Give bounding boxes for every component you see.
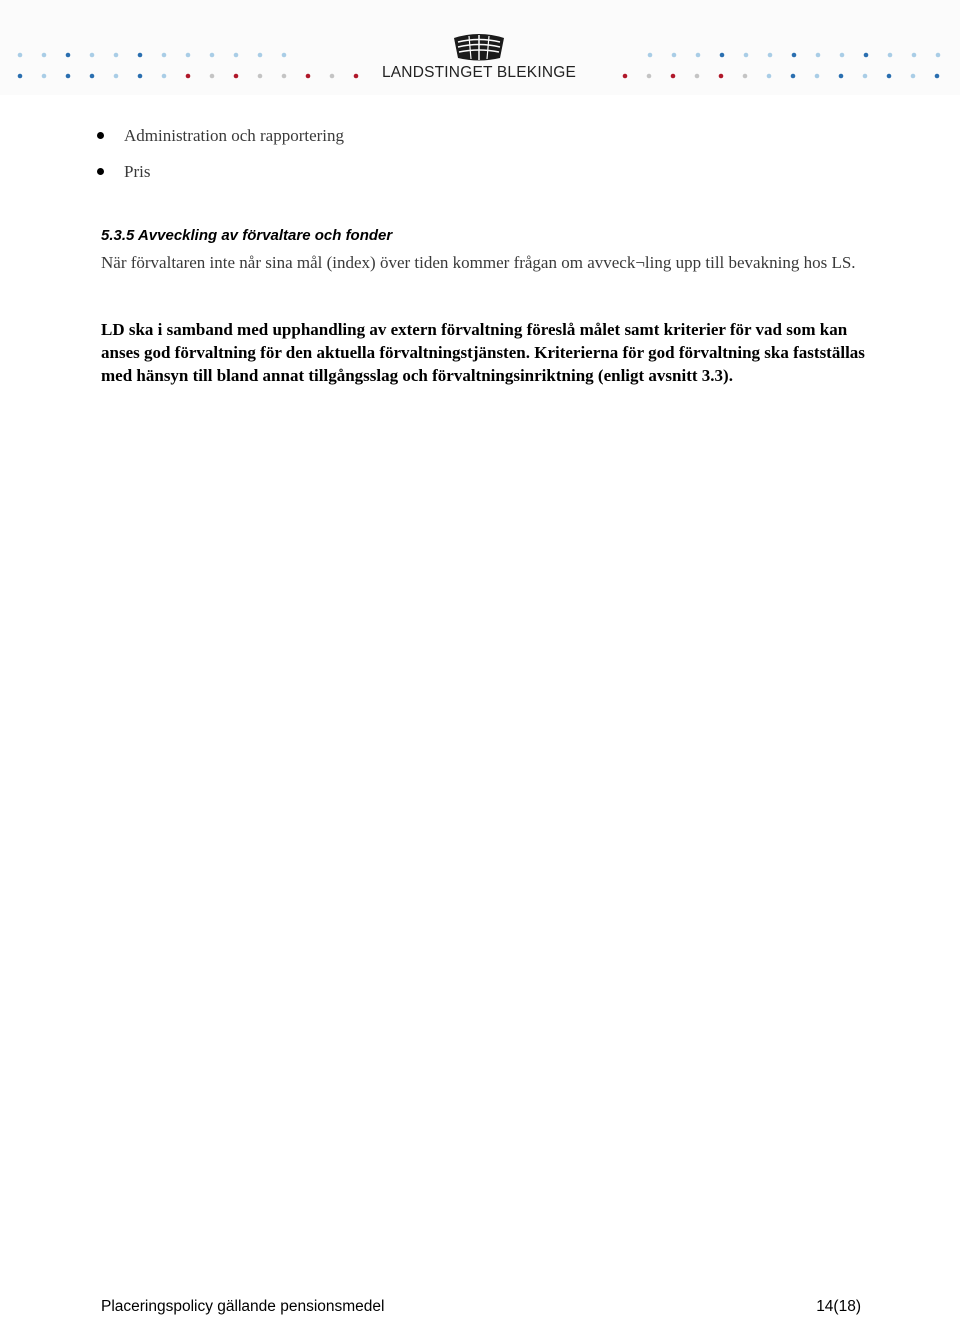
page-header xyxy=(0,0,960,95)
decorative-dot xyxy=(887,74,892,79)
decorative-dot xyxy=(839,74,844,79)
decorative-dot xyxy=(671,74,676,79)
paragraph-bold: LD ska i samband med upphandling av extern förvaltning föreslå målet samt kriterier för vad som kan anses god förvaltning för den aktuella förvaltningstjänsten. Kriterierna för god förvaltning ska fastställas med hänsyn till bland annat tillgångsslag och förvaltningsinriktning (enligt avsnitt 3.3). xyxy=(101,320,865,385)
decorative-dot xyxy=(840,53,845,58)
decorative-dot xyxy=(258,53,263,58)
decorative-dot xyxy=(282,74,287,79)
decorative-dot xyxy=(42,53,47,58)
decorative-dot xyxy=(695,74,700,79)
page-number: 14(18) xyxy=(816,1298,861,1315)
decorative-dot xyxy=(210,74,215,79)
page-footer xyxy=(101,1298,861,1320)
decorative-dot xyxy=(936,53,941,58)
footer-title: Placeringspolicy gällande pensionsmedel xyxy=(101,1298,385,1315)
decorative-dot xyxy=(42,74,47,79)
list-item-text: Pris xyxy=(124,162,151,181)
decorative-dot xyxy=(935,74,940,79)
decorative-dot xyxy=(330,74,335,79)
decorative-dot xyxy=(162,53,167,58)
decorative-dot xyxy=(815,74,820,79)
logo-text: LANDSTINGET BLEKINGE xyxy=(381,64,577,81)
section-heading: 5.3.5 Avveckling av förvaltare och fonder xyxy=(101,227,393,244)
decorative-dot xyxy=(186,74,191,79)
decorative-dot xyxy=(744,53,749,58)
decorative-dot xyxy=(863,74,868,79)
decorative-dot xyxy=(911,74,916,79)
decorative-dot xyxy=(138,74,143,79)
bullet-icon xyxy=(97,168,104,175)
decorative-dot xyxy=(66,53,71,58)
decorative-dot xyxy=(90,74,95,79)
decorative-dot xyxy=(648,53,653,58)
decorative-dot xyxy=(234,53,239,58)
decorative-dot xyxy=(888,53,893,58)
decorative-dot xyxy=(767,74,772,79)
decorative-dot xyxy=(66,74,71,79)
decorative-dot xyxy=(282,53,287,58)
decorative-dot xyxy=(792,53,797,58)
bullet-icon xyxy=(97,132,104,139)
decorative-dot xyxy=(696,53,701,58)
decorative-dot xyxy=(234,74,239,79)
decorative-dot xyxy=(743,74,748,79)
decorative-dot xyxy=(114,53,119,58)
decorative-dot xyxy=(162,74,167,79)
decorative-dot xyxy=(816,53,821,58)
decorative-dot xyxy=(912,53,917,58)
decorative-dot xyxy=(90,53,95,58)
decorative-dot xyxy=(719,74,724,79)
ship-emblem-icon xyxy=(450,32,508,62)
decorative-dot xyxy=(258,74,263,79)
decorative-dot xyxy=(672,53,677,58)
decorative-dot xyxy=(18,53,23,58)
list-item-text: Administration och rapportering xyxy=(124,126,345,145)
decorative-dot xyxy=(186,53,191,58)
decorative-dot xyxy=(864,53,869,58)
decorative-dot xyxy=(720,53,725,58)
decorative-dot xyxy=(210,53,215,58)
decorative-dot xyxy=(768,53,773,58)
decorative-dot xyxy=(18,74,23,79)
decorative-dot xyxy=(114,74,119,79)
decorative-dot xyxy=(138,53,143,58)
paragraph: När förvaltaren inte når sina mål (index) över tiden kommer frågan om avveck¬ling upp till bevakning hos LS. xyxy=(101,253,856,272)
decorative-dot xyxy=(791,74,796,79)
decorative-dot xyxy=(623,74,628,79)
decorative-dot xyxy=(354,74,359,79)
decorative-dot xyxy=(647,74,652,79)
logo xyxy=(374,30,584,86)
decorative-dot xyxy=(306,74,311,79)
